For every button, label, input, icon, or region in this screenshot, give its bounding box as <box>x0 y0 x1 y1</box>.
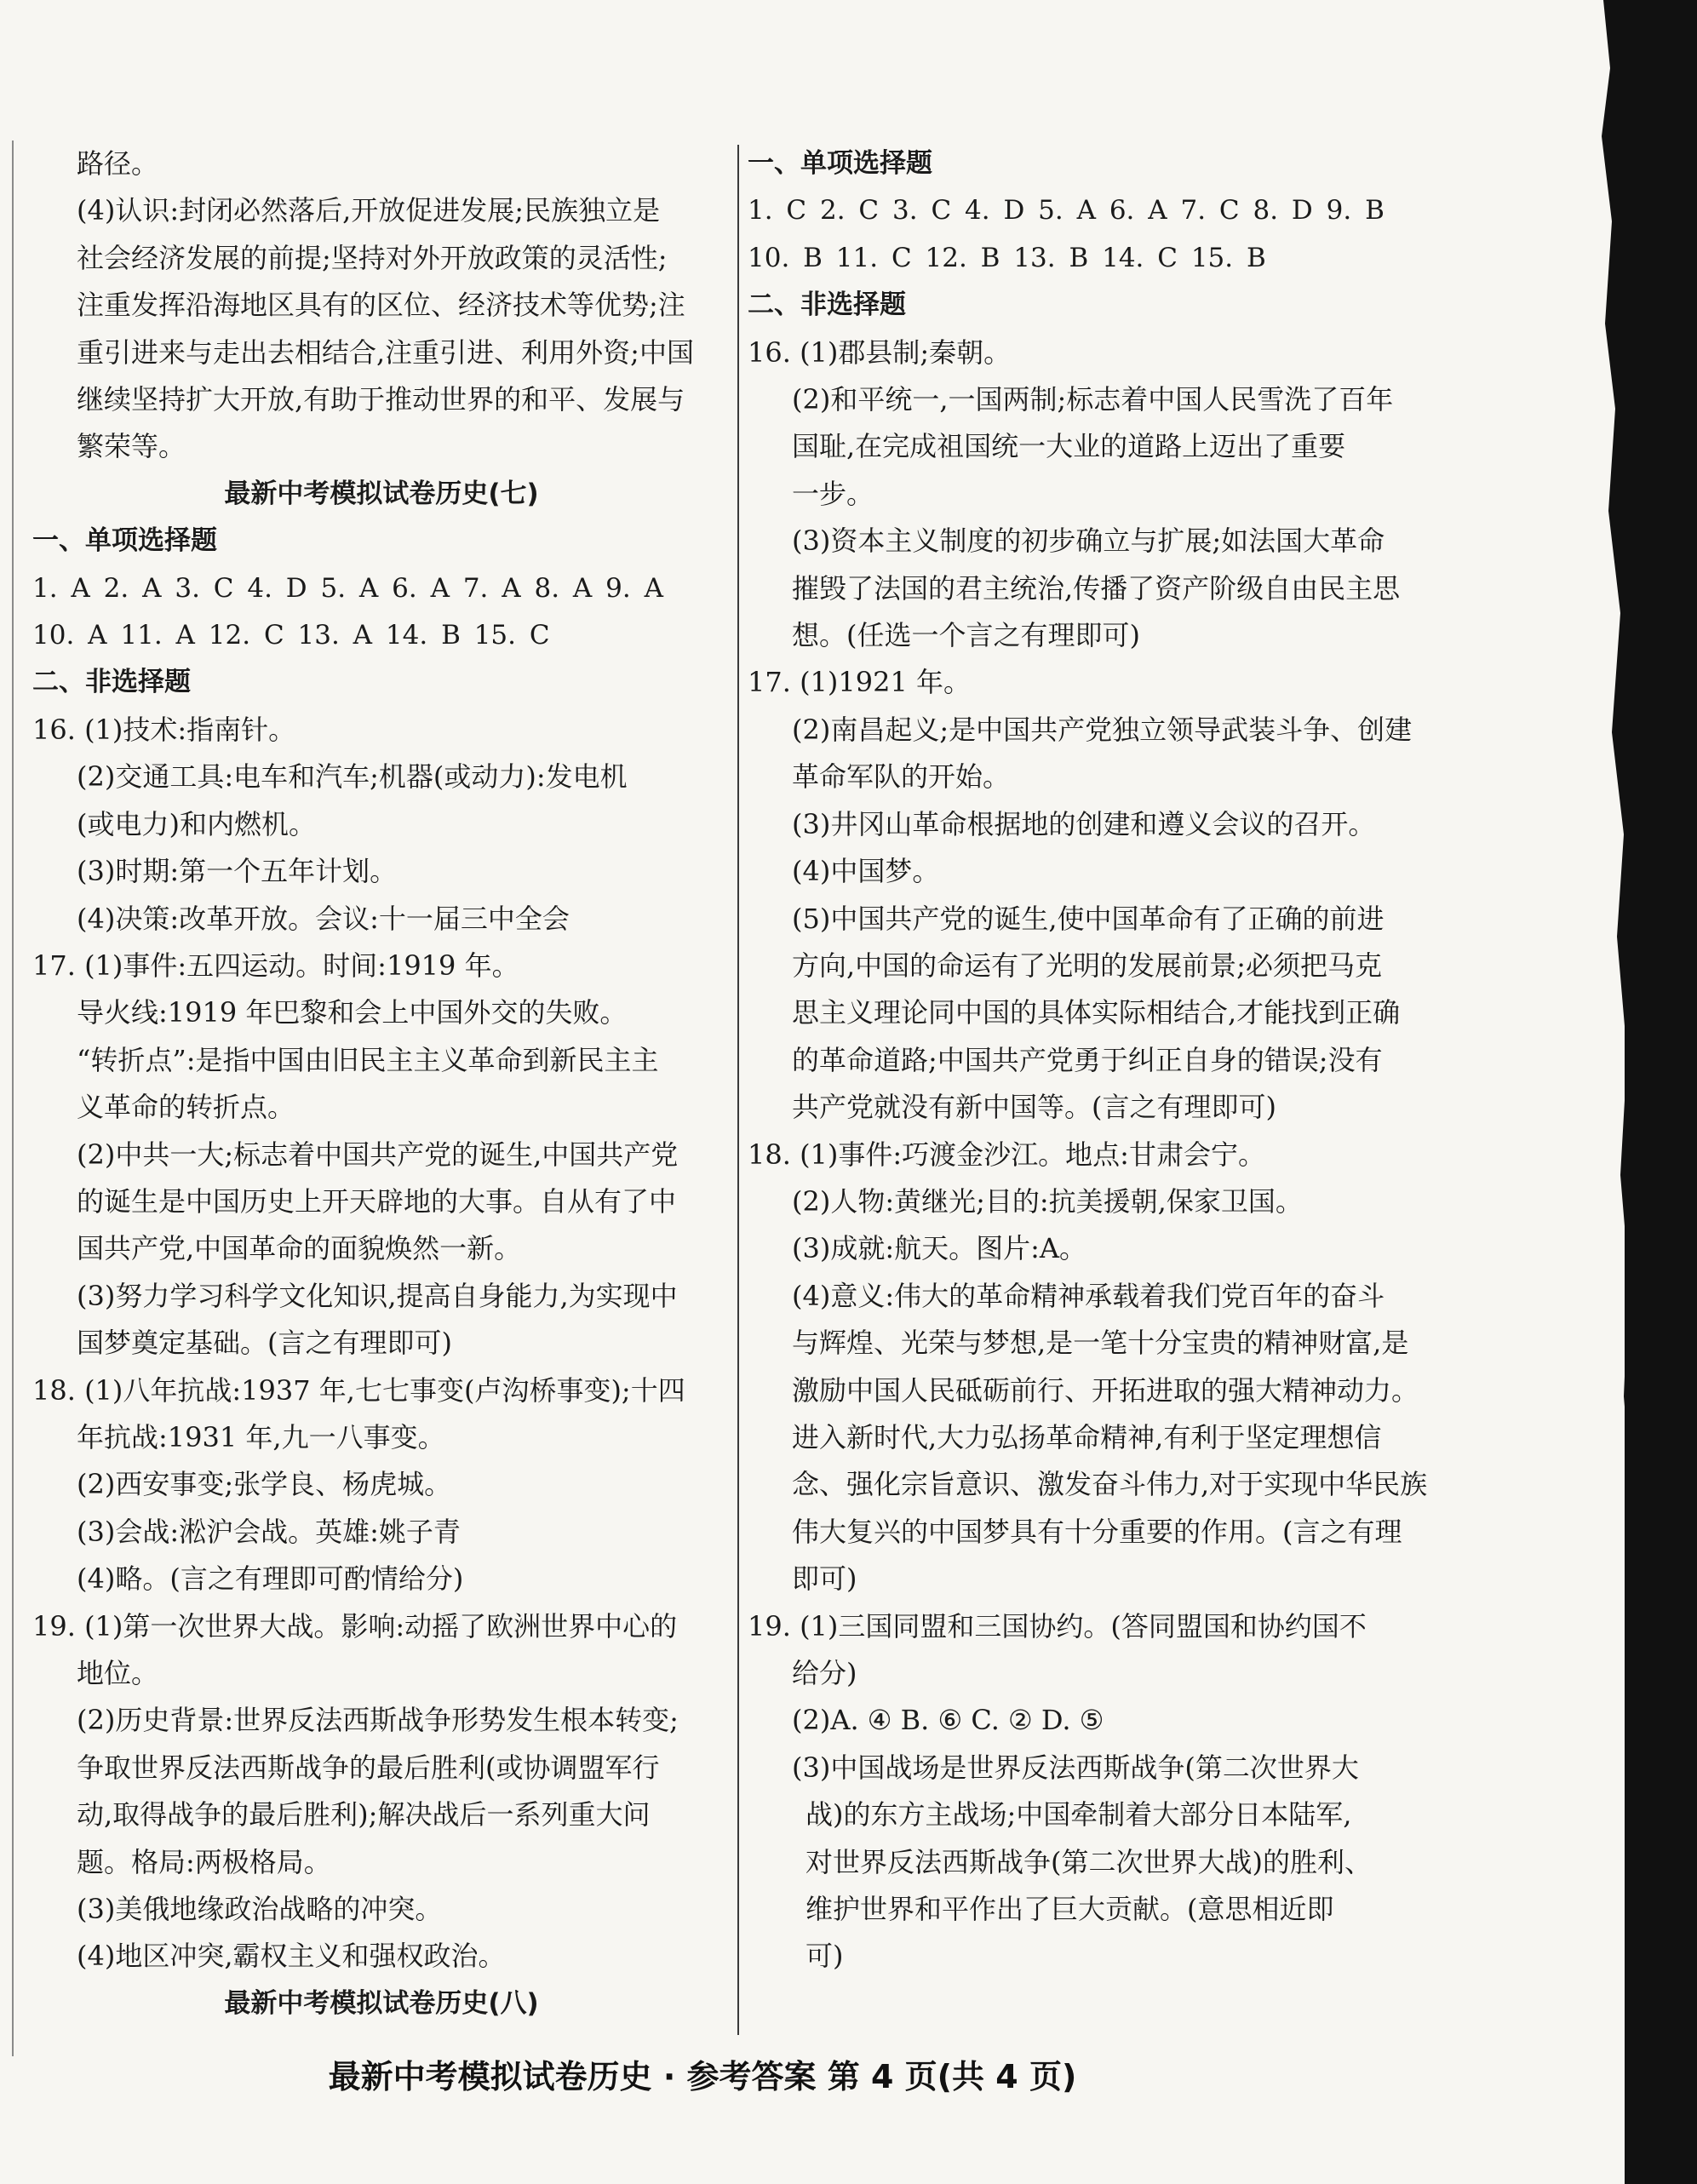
answer-line: (2)A. ④ B. ⑥ C. ② D. ⑤ <box>792 1704 1104 1737</box>
answer-line: 16. (1)郡县制;秦朝。 <box>748 335 1012 369</box>
answer-line: 继续坚持扩大开放,有助于推动世界的和平、发展与 <box>77 383 685 416</box>
answer-line: (3)会战:淞沪会战。英雄:姚子青 <box>77 1515 461 1548</box>
answer-line: 维护世界和平作出了巨大贡献。(意思相近即 <box>806 1893 1334 1926</box>
answer-line: 进入新时代,大力弘扬革命精神,有利于坚定理想信 <box>792 1420 1382 1453</box>
answer-line: 激励中国人民砥砺前行、开拓进取的强大精神动力。 <box>792 1373 1419 1407</box>
answer-line: 念、强化宗旨意识、激发奋斗伟力,对于实现中华民族 <box>792 1468 1428 1501</box>
answer-line: 革命军队的开始。 <box>792 760 1011 794</box>
section-heading: 一、单项选择题 <box>748 148 932 179</box>
section-title: 最新中考模拟试卷历史(七) <box>224 478 539 509</box>
answer-line: “转折点”:是指中国由旧民主主义革命到新民主主 <box>77 1043 659 1076</box>
section-heading: 二、非选择题 <box>748 289 906 321</box>
answer-line: 年抗战:1931 年,九一八事变。 <box>77 1420 445 1453</box>
answer-line: 10. A 11. A 12. C 13. A 14. B 15. C <box>32 620 550 651</box>
answer-line: 想。(任选一个言之有理即可) <box>792 619 1140 652</box>
answer-line: 1. A 2. A 3. C 4. D 5. A 6. A 7. A 8. A 9. A <box>32 572 663 604</box>
answer-line: (3)成就:航天。图片:A。 <box>792 1232 1087 1265</box>
section-heading: 一、单项选择题 <box>32 525 217 557</box>
left-column <box>32 140 731 2027</box>
answer-line: (4)略。(言之有理即可酌情给分) <box>77 1562 464 1596</box>
answer-line: (3)井冈山革命根据地的创建和遵义会议的召开。 <box>792 807 1376 840</box>
section-heading: 二、非选择题 <box>32 667 191 698</box>
answer-line: (2)西安事变;张学良、杨虎城。 <box>77 1468 452 1501</box>
answer-line: 19. (1)第一次世界大战。影响:动摇了欧洲世界中心的 <box>32 1609 678 1642</box>
answer-line: 导火线:1919 年巴黎和会上中国外交的失败。 <box>77 996 628 1029</box>
page-edge-rule <box>12 140 14 2056</box>
answer-line: (3)美俄地缘政治战略的冲突。 <box>77 1893 443 1926</box>
answer-line: 地位。 <box>77 1657 159 1689</box>
answer-line: (4)意义:伟大的革命精神承载着我们党百年的奋斗 <box>792 1279 1385 1312</box>
answer-line: 争取世界反法西斯战争的最后胜利(或协调盟军行 <box>77 1751 660 1784</box>
answer-line: (4)地区冲突,霸权主义和强权政治。 <box>77 1940 506 1973</box>
answer-line: (5)中国共产党的诞生,使中国革命有了正确的前进 <box>792 902 1385 935</box>
answer-line: 国耻,在完成祖国统一大业的道路上迈出了重要 <box>792 430 1346 463</box>
answer-line: (或电力)和内燃机。 <box>77 807 316 840</box>
answer-line: 题。格局:两极格局。 <box>77 1845 331 1878</box>
answer-line: (3)时期:第一个五年计划。 <box>77 855 398 888</box>
answer-line: 路径。 <box>77 147 159 180</box>
answer-line: (2)和平统一,一国两制;标志着中国人民雪洗了百年 <box>792 383 1394 416</box>
column-divider <box>737 145 739 2035</box>
answer-line: 给分) <box>792 1657 857 1689</box>
answer-line: 伟大复兴的中国梦具有十分重要的作用。(言之有理 <box>792 1515 1402 1548</box>
answer-line: 18. (1)八年抗战:1937 年,七七事变(卢沟桥事变);十四 <box>32 1373 685 1407</box>
answer-line: 19. (1)三国同盟和三国协约。(答同盟国和协约国不 <box>748 1609 1367 1642</box>
answer-line: (2)交通工具:电车和汽车;机器(或动力):发电机 <box>77 760 628 794</box>
answer-line: 17. (1)事件:五四运动。时间:1919 年。 <box>32 949 519 982</box>
answer-line: 繁荣等。 <box>77 430 186 463</box>
answer-line: 17. (1)1921 年。 <box>748 666 972 699</box>
answer-line: 方向,中国的命运有了光明的发展前景;必须把马克 <box>792 949 1382 982</box>
answer-line: 国共产党,中国革命的面貌焕然一新。 <box>77 1232 522 1265</box>
answer-line: (4)决策:改革开放。会议:十一届三中全会 <box>77 902 570 935</box>
answer-line: 重引进来与走出去相结合,注重引进、利用外资;中国 <box>77 335 694 369</box>
answer-line: 对世界反法西斯战争(第二次世界大战)的胜利、 <box>806 1845 1372 1878</box>
answer-line: 1. C 2. C 3. C 4. D 5. A 6. A 7. C 8. D 9. B <box>748 195 1385 226</box>
answer-line: 注重发挥沿海地区具有的区位、经济技术等优势;注 <box>77 289 685 322</box>
answer-line: 共产党就没有新中国等。(言之有理即可) <box>792 1091 1276 1124</box>
answer-line: 义革命的转折点。 <box>77 1091 295 1124</box>
answer-line: 社会经济发展的前提;坚持对外开放政策的灵活性; <box>77 241 668 274</box>
answer-line: (2)中共一大;标志着中国共产党的诞生,中国共产党 <box>77 1138 679 1171</box>
answer-line: 战)的东方主战场;中国牵制着大部分日本陆军, <box>806 1798 1352 1831</box>
answer-line: (3)努力学习科学文化知识,提高自身能力,为实现中 <box>77 1279 678 1312</box>
page-footer: 最新中考模拟试卷历史 · 参考答案 第 4 页(共 4 页) <box>328 2058 1077 2095</box>
answer-line: (3)中国战场是世界反法西斯战争(第二次世界大 <box>792 1751 1359 1784</box>
answer-line: 国梦奠定基础。(言之有理即可) <box>77 1327 452 1360</box>
answer-line: (4)认识:封闭必然落后,开放促进发展;民族独立是 <box>77 194 661 227</box>
answer-line: 摧毁了法国的君主统治,传播了资产阶级自由民主思 <box>792 571 1401 605</box>
answer-line: 可) <box>806 1940 844 1973</box>
answer-line: 10. B 11. C 12. B 13. B 14. C 15. B <box>748 242 1266 273</box>
answer-line: (4)中国梦。 <box>792 855 940 888</box>
answer-line: 18. (1)事件:巧渡金沙江。地点:甘肃会宁。 <box>748 1138 1265 1171</box>
scan-border <box>1625 0 1697 2184</box>
right-column <box>748 140 1454 1981</box>
answer-line: (2)人物:黄继光;目的:抗美援朝,保家卫国。 <box>792 1184 1303 1218</box>
answer-line: (3)资本主义制度的初步确立与扩展;如法国大革命 <box>792 525 1385 558</box>
answer-line: (2)南昌起义;是中国共产党独立领导武装斗争、创建 <box>792 713 1413 746</box>
answer-line: (2)历史背景:世界反法西斯战争形势发生根本转变; <box>77 1704 679 1737</box>
answer-line: 动,取得战争的最后胜利);解决战后一系列重大问 <box>77 1798 651 1831</box>
answer-line: 即可) <box>792 1562 857 1596</box>
answer-line: 的革命道路;中国共产党勇于纠正自身的错误;没有 <box>792 1043 1383 1076</box>
answer-line: 的诞生是中国历史上开天辟地的大事。自从有了中 <box>77 1184 677 1218</box>
answer-line: 一步。 <box>792 477 874 510</box>
answer-line: 16. (1)技术:指南针。 <box>32 713 296 746</box>
answer-line: 思主义理论同中国的具体实际相结合,才能找到正确 <box>792 996 1401 1029</box>
section-title: 最新中考模拟试卷历史(八) <box>224 1987 539 2019</box>
answer-line: 与辉煌、光荣与梦想,是一笔十分宝贵的精神财富,是 <box>792 1327 1409 1360</box>
